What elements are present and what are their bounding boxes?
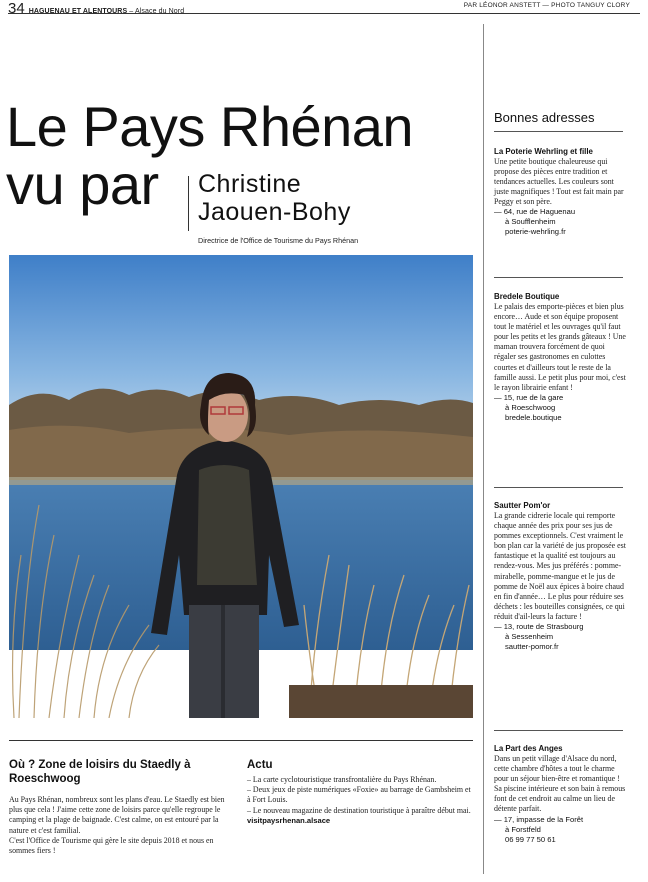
sidebar-title: Bonnes adresses xyxy=(494,110,595,125)
actu-item: – Deux jeux de piste numériques «Foxie» au barrage de Gambsheim et à Fort Louis. xyxy=(247,785,471,805)
entry-address xyxy=(494,393,626,423)
where-heading: Où ? Zone de loisirs du Staedly à Roeschwoog xyxy=(9,759,191,785)
title-line-2: vu par xyxy=(6,153,159,216)
sidebar-rule xyxy=(494,487,623,488)
entry-name: La Poterie Wehrling et fille xyxy=(494,147,593,156)
entry-street: — 17, impasse de la Forêt xyxy=(494,814,584,824)
entry-text: Le palais des emporte-pièces et bien plus encore… Aude et son équipe proposent tout le matériel et les ouvrages qu'il faut pour les petits et les grands gâteaux ! Une maman trouvera forcément de quoi régaler ses gastronomes en culottes courtes et d'ailleurs tout le reste de la famille aussi. Le petit plus pour moi, c'est le rayon librairie enfant ! xyxy=(494,302,626,392)
subsection-name: – Alsace du Nord xyxy=(127,8,185,15)
sidebar-rule xyxy=(494,277,623,278)
where-section xyxy=(9,758,235,856)
entry-name: Bredele Boutique xyxy=(494,292,560,301)
actu-link[interactable]: visitpaysrhenan.alsace xyxy=(247,815,331,825)
actu-heading: Actu xyxy=(247,759,273,771)
title-line-1: Le Pays Rhénan xyxy=(6,95,414,158)
last-name: Jaouen-Bohy xyxy=(198,198,351,226)
actu-item: – Le nouveau magazine de destination touristique à paraître début mai. xyxy=(247,805,471,815)
entry-city: à Forstfeld xyxy=(505,824,541,834)
entry-address xyxy=(494,622,626,652)
first-name: Christine xyxy=(198,170,302,198)
entry-phone[interactable]: 06 99 77 50 61 xyxy=(505,834,556,844)
column-divider xyxy=(483,24,484,874)
person-name xyxy=(198,170,351,226)
entry-web[interactable]: bredele.boutique xyxy=(505,412,562,422)
where-body: Au Pays Rhénan, nombreux sont les plans d'eau. Le Staedly est bien plus que cela ! J'aime cette zone de loisirs parce qu'elle regroupe le camping et la plage de baignade. C'est calme, on est entouré par la nature et c'est familial. xyxy=(9,795,225,835)
actu-item: – La carte cyclotouristique transfrontalière du Pays Rhénan. xyxy=(247,775,437,784)
entry-web[interactable]: sautter-pomor.fr xyxy=(505,642,559,652)
entry-text: Une petite boutique chaleureuse qui propose des pièces entre tradition et tendances actuelles. Les couleurs sont juste magnifiques ! Tout est fait main par Peggy et son père. xyxy=(494,157,624,207)
page-header-left xyxy=(8,0,184,17)
entry-web[interactable]: poterie-wehrling.fr xyxy=(505,227,566,237)
address-entry xyxy=(494,147,626,237)
entry-text: Dans un petit village d'Alsace du nord, cette chambre d'hôtes a tout le charme pour un séjour bien-être et romantique ! Sa piscine intérieure et son bain à remous font de cet endroit au calme un lieu de détente parfait. xyxy=(494,754,626,814)
page-number: 34 xyxy=(8,0,25,17)
header-rule xyxy=(8,13,640,14)
address-entry xyxy=(494,292,626,423)
entry-name: Sautter Pom'or xyxy=(494,501,551,510)
entry-street: — 64, rue de Haguenau xyxy=(494,207,576,217)
entry-address xyxy=(494,207,626,237)
entry-city: à Roeschwoog xyxy=(505,402,556,412)
bottom-rule xyxy=(9,740,473,741)
person-role: Directrice de l'Office de Tourisme du Pays Rhénan xyxy=(198,236,359,245)
rocks xyxy=(289,685,473,718)
sidebar-rule xyxy=(494,131,623,132)
entry-name: La Part des Anges xyxy=(494,744,563,753)
address-entry xyxy=(494,744,626,845)
sidebar-rule xyxy=(494,730,623,731)
portrait-photo xyxy=(9,255,473,718)
entry-address xyxy=(494,815,626,845)
where-body-2: C'est l'Office de Tourisme qui gère le site depuis 2018 et nous en sommes fiers ! xyxy=(9,835,214,856)
entry-street: — 15, rue de la gare xyxy=(494,392,564,402)
entry-city: à Soufflenheim xyxy=(505,217,556,227)
entry-text: La grande cidrerie locale qui remporte chaque année des prix pour ses jus de pommes exceptionnels. C'est vraiment le bon plan car la variété de jus proposée est fantastique et la qualité est toujours au rendez-vous. Mes jus préférés : pomme-mirabelle, pomme-mangue et le jus de pomme de Noël aux épices à boire chaud en fin d'année… Le plus pour réduire ses déchets : les bouteilles consignées, ce qui réduit d'ail-leurs la facture ! xyxy=(494,511,626,621)
entry-city: à Sessenheim xyxy=(505,632,554,642)
address-entry xyxy=(494,501,626,652)
actu-section xyxy=(247,758,475,825)
credits: PAR LÉONOR ANSTETT — PHOTO TANGUY CLORY xyxy=(463,2,630,9)
section-name: HAGUENAU ET ALENTOURS xyxy=(28,8,128,15)
title-separator xyxy=(188,176,189,231)
entry-street: — 13, route de Strasbourg xyxy=(494,622,584,632)
